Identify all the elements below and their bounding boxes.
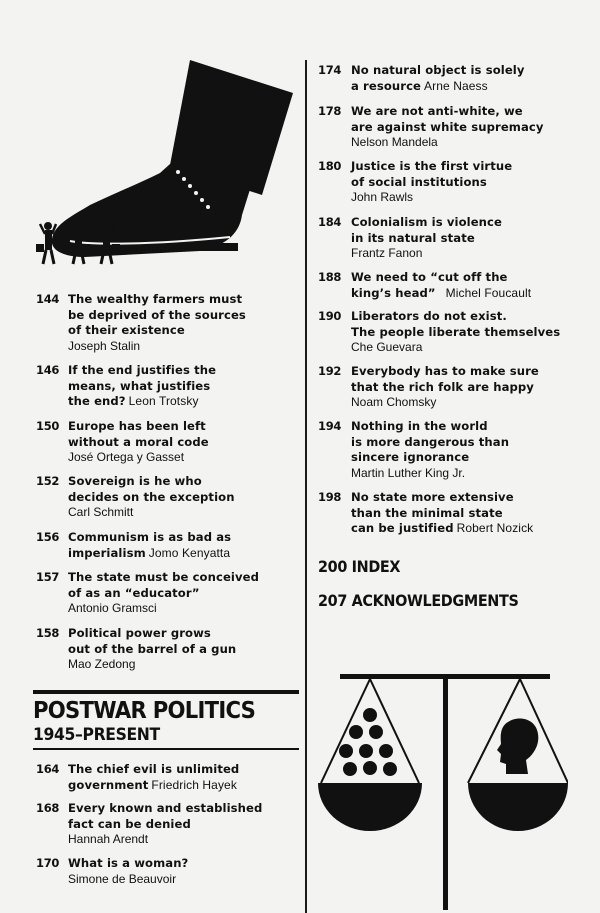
entry-title: Every known and established fact can be denied [68, 801, 263, 831]
entry-title: The state must be conceived of as an “educator” [68, 570, 260, 600]
acknowledgments-link[interactable]: 207 ACKNOWLEDGMENTS [318, 591, 519, 610]
page-number: 180 [318, 159, 342, 173]
toc-entry[interactable] [36, 570, 276, 617]
toc-entry[interactable] [36, 419, 276, 466]
toc-entry[interactable] [36, 363, 276, 410]
entry-author: Simone de Beauvoir [68, 871, 177, 886]
toc-entry[interactable] [36, 856, 276, 887]
page-number: 170 [36, 856, 60, 870]
page-number: 198 [318, 490, 342, 504]
entry-author: Leon Trotsky [128, 394, 199, 408]
page-number: 144 [36, 292, 60, 306]
page-number: 156 [36, 530, 60, 544]
entry-author: José Ortega y Gasset [68, 450, 185, 464]
page-number: 164 [36, 762, 60, 776]
entry-author: Martin Luther King Jr. [351, 465, 466, 480]
entry-title: Colonialism is violence in its natural state [351, 215, 502, 245]
toc-entry[interactable] [318, 364, 588, 411]
page-number: 168 [36, 801, 60, 815]
page-number: 190 [318, 309, 342, 323]
page-number: 188 [318, 270, 342, 284]
entry-title: The wealthy farmers must be deprived of the sources of their existence [68, 292, 246, 337]
page-number: 184 [318, 215, 342, 229]
entry-title: No natural object is solely a resource Arne Naess [351, 63, 525, 93]
toc-entry[interactable] [36, 801, 276, 848]
entry-author: Arne Naess [424, 78, 488, 93]
entry-title: Communism is as bad as imperialism Jomo Kenyatta [68, 530, 232, 560]
toc-entry[interactable] [318, 270, 588, 301]
entry-author: Jomo Kenyatta [148, 545, 231, 560]
entry-title: Liberators do not exist. The people liberate themselves [351, 309, 561, 339]
entry-author: Robert Nozick [456, 521, 534, 535]
toc-entry[interactable] [36, 626, 276, 673]
page-number: 150 [36, 419, 60, 433]
section-rule-top [33, 690, 299, 694]
toc-entry[interactable] [318, 419, 588, 481]
toc-entry[interactable] [36, 762, 276, 793]
entry-author: Joseph Stalin [68, 338, 141, 353]
toc-entry[interactable] [36, 474, 276, 521]
entry-author: Mao Zedong [68, 657, 136, 671]
index-link[interactable]: 200 INDEX [318, 557, 401, 576]
page-number: 192 [318, 364, 342, 378]
entry-author: Michel Foucault [445, 285, 532, 300]
toc-entry[interactable] [36, 292, 276, 354]
page-number: 152 [36, 474, 60, 488]
boot-stomping-workers-icon [30, 55, 300, 285]
entry-title: Everybody has to make sure that the rich folk are happy [351, 364, 539, 394]
entry-title: We need to “cut off the king’s head” Michel Foucault [351, 270, 532, 300]
entry-author: Carl Schmitt [68, 505, 134, 519]
column-divider [305, 60, 307, 913]
page-number: 178 [318, 104, 342, 118]
entry-title: Justice is the first virtue of social institutions [351, 159, 513, 189]
section-subtitle: 1945–PRESENT [33, 725, 160, 745]
entry-title: We are not anti-white, we are against white supremacy [351, 104, 544, 134]
entry-title: Nothing in the world is more dangerous than sincere ignorance [351, 419, 510, 464]
entry-title: Europe has been left without a moral code [68, 419, 209, 449]
entry-author: John Rawls [351, 190, 414, 204]
page-number: 146 [36, 363, 60, 377]
balance-scale-icon [318, 660, 568, 910]
entry-author: Che Guevara [351, 340, 423, 354]
page-number: 157 [36, 570, 60, 584]
entry-author: Nelson Mandela [351, 135, 438, 149]
entry-title: If the end justifies the means, what justifies the end? Leon Trotsky [68, 363, 217, 408]
section-title: POSTWAR POLITICS [33, 698, 256, 724]
page-number: 174 [318, 63, 342, 77]
page-number: 158 [36, 626, 60, 640]
entry-author: Noam Chomsky [351, 395, 437, 409]
entry-author: Hannah Arendt [68, 832, 149, 846]
entry-title: What is a woman? [68, 856, 189, 870]
entry-author: Friedrich Hayek [151, 777, 237, 792]
toc-entry[interactable] [318, 215, 588, 262]
entry-title: The chief evil is unlimited government Friedrich Hayek [68, 762, 240, 792]
toc-entry[interactable] [318, 159, 588, 206]
entry-title: Sovereign is he who decides on the exception [68, 474, 235, 504]
section-rule-bottom [33, 748, 299, 750]
toc-entry[interactable] [318, 104, 588, 151]
toc-entry[interactable] [36, 530, 276, 561]
toc-entry[interactable] [318, 63, 588, 94]
toc-entry[interactable] [318, 309, 588, 356]
page-number: 194 [318, 419, 342, 433]
entry-author: Frantz Fanon [351, 246, 423, 260]
entry-author: Antonio Gramsci [68, 601, 157, 615]
entry-title: No state more extensive than the minimal state can be justified Robert Nozick [351, 490, 534, 535]
entry-title: Political power grows out of the barrel of a gun [68, 626, 237, 656]
toc-entry[interactable] [318, 490, 588, 537]
